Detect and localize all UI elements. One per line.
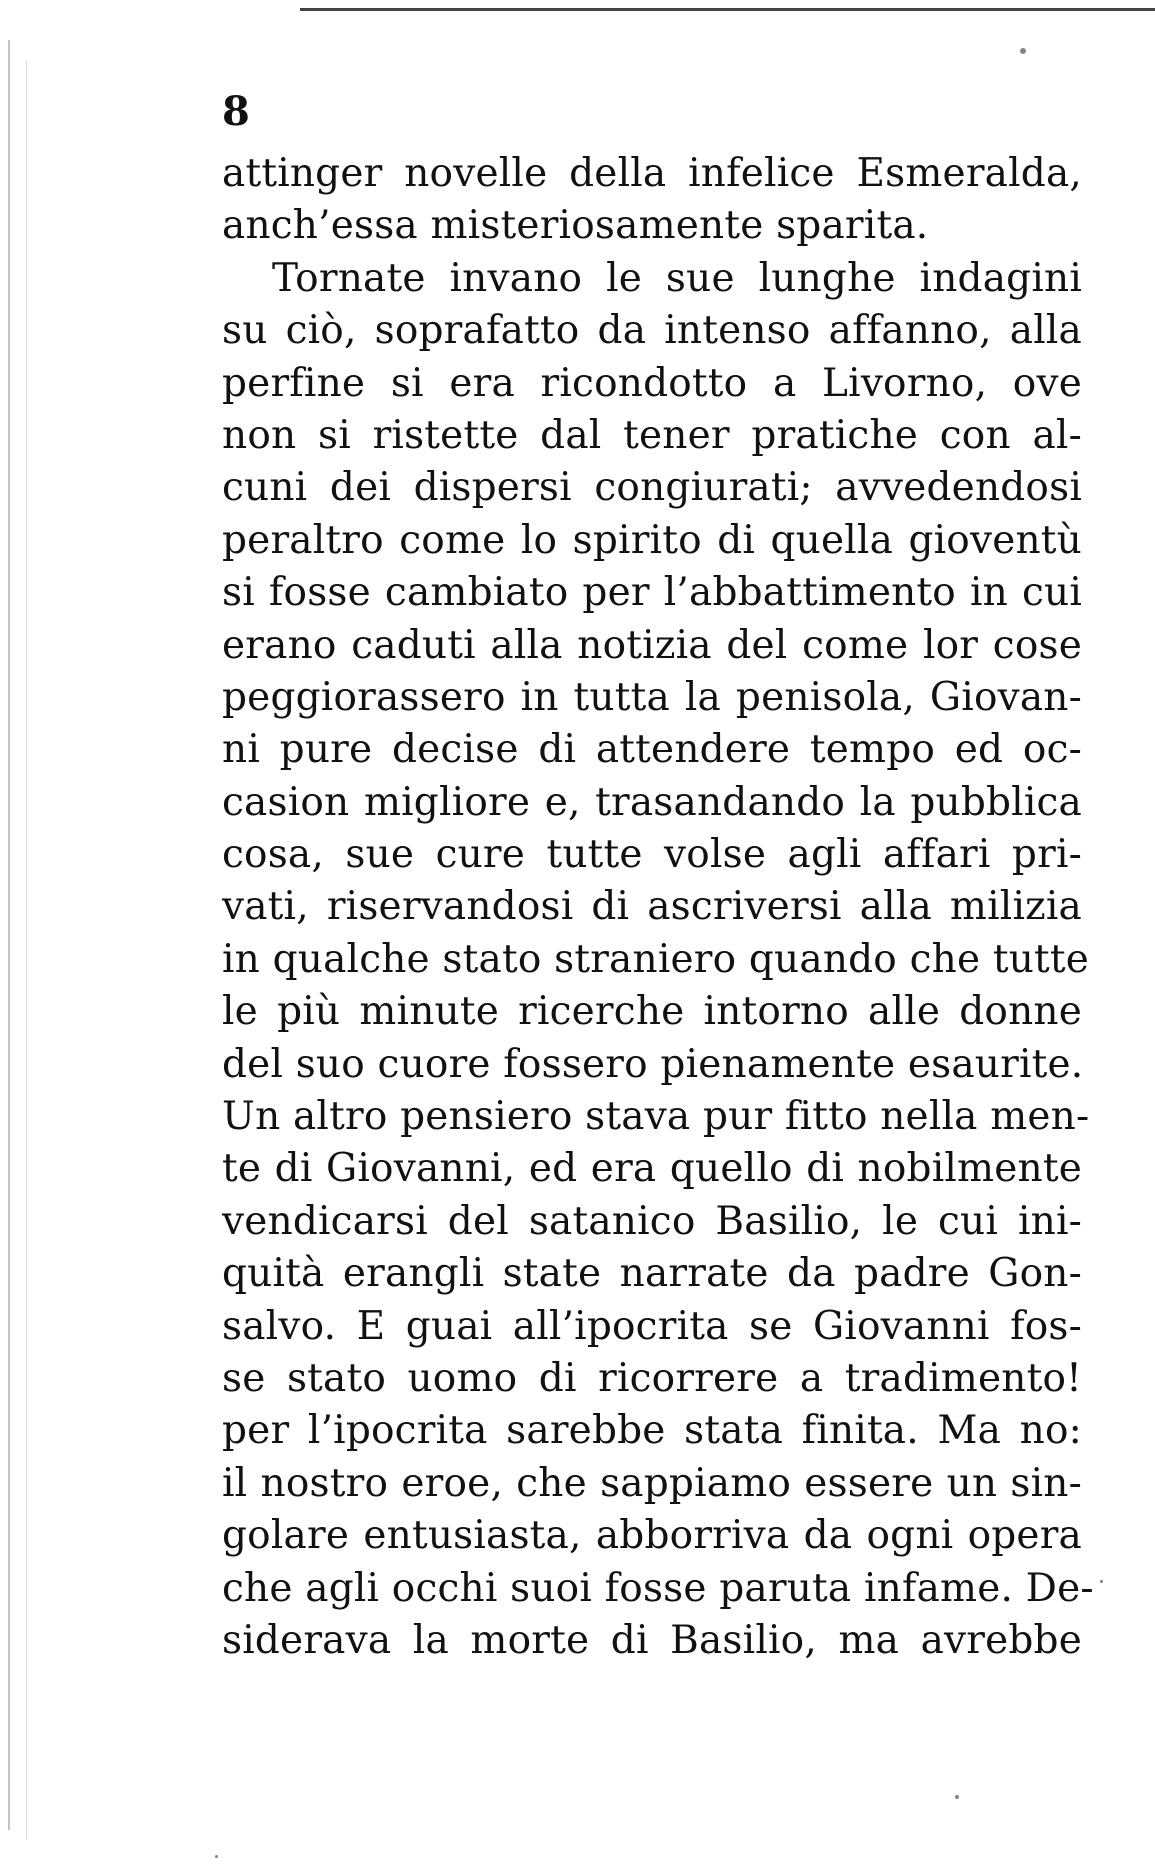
text-line: il nostro eroe, che sappiamo essere un sin- xyxy=(222,1460,1082,1506)
text-line: su ciò, soprafatto da intenso affanno, alla xyxy=(222,308,1082,354)
text-line: erano caduti alla notizia del come lor cose xyxy=(222,622,1082,668)
left-page-edge-shadow xyxy=(26,60,27,1840)
body-text xyxy=(222,148,1094,1667)
text-line: che agli occhi suoi fosse paruta infame. De- xyxy=(222,1565,1094,1611)
text-line: casion migliore e, trasandando la pubblica xyxy=(222,779,1082,825)
text-line: cosa, sue cure tutte volse agli affari pri- xyxy=(222,832,1082,878)
print-speck xyxy=(955,1795,959,1799)
text-line: anch’essa misteriosamente sparita. xyxy=(222,203,929,249)
text-line: te di Giovanni, ed era quello di nobilmente xyxy=(222,1146,1082,1192)
text-line: in qualche stato straniero quando che tutte xyxy=(222,936,1090,982)
page-number: 8 xyxy=(222,88,250,135)
text-line: vendicarsi del satanico Basilio, le cui ini- xyxy=(222,1198,1082,1244)
text-line: siderava la morte di Basilio, ma avrebbe xyxy=(222,1617,1082,1663)
print-speck xyxy=(1020,48,1026,54)
text-line: Tornate invano le sue lunghe indagini xyxy=(272,255,1082,301)
text-line: se stato uomo di ricorrere a tradimento! xyxy=(222,1355,1082,1401)
text-line: attinger novelle della infelice Esmeralda, xyxy=(222,151,1082,196)
top-edge-rule xyxy=(300,8,1155,11)
print-speck xyxy=(215,1855,218,1858)
text-line: Un altro pensiero stava pur fitto nella men- xyxy=(222,1094,1090,1140)
text-line: del suo cuore fossero pienamente esaurite. xyxy=(222,1041,1084,1087)
text-line: peggiorassero in tutta la penisola, Giovan- xyxy=(222,674,1082,720)
print-speck xyxy=(1100,1580,1103,1583)
text-line: peraltro come lo spirito di quella gioventù xyxy=(222,517,1082,563)
text-line: si fosse cambiato per l’abbattimento in cui xyxy=(222,570,1082,616)
text-line: le più minute ricerche intorno alle donne xyxy=(222,989,1082,1035)
text-line: per l’ipocrita sarebbe stata finita. Ma no: xyxy=(222,1408,1082,1454)
left-page-edge xyxy=(8,40,10,1830)
text-line: ni pure decise di attendere tempo ed oc- xyxy=(222,727,1082,773)
text-line: vati, riservandosi di ascriversi alla milizia xyxy=(222,884,1082,930)
text-line: quità erangli state narrate da padre Gon- xyxy=(222,1251,1082,1297)
text-line: non si ristette dal tener pratiche con al- xyxy=(222,412,1082,458)
text-line: cuni dei dispersi congiurati; avvedendosi xyxy=(222,465,1082,511)
text-line: golare entusiasta, abborriva da ogni opera xyxy=(222,1513,1082,1559)
text-line: perfine si era ricondotto a Livorno, ove xyxy=(222,360,1082,406)
text-line: salvo. E guai all’ipocrita se Giovanni fos- xyxy=(222,1303,1082,1349)
